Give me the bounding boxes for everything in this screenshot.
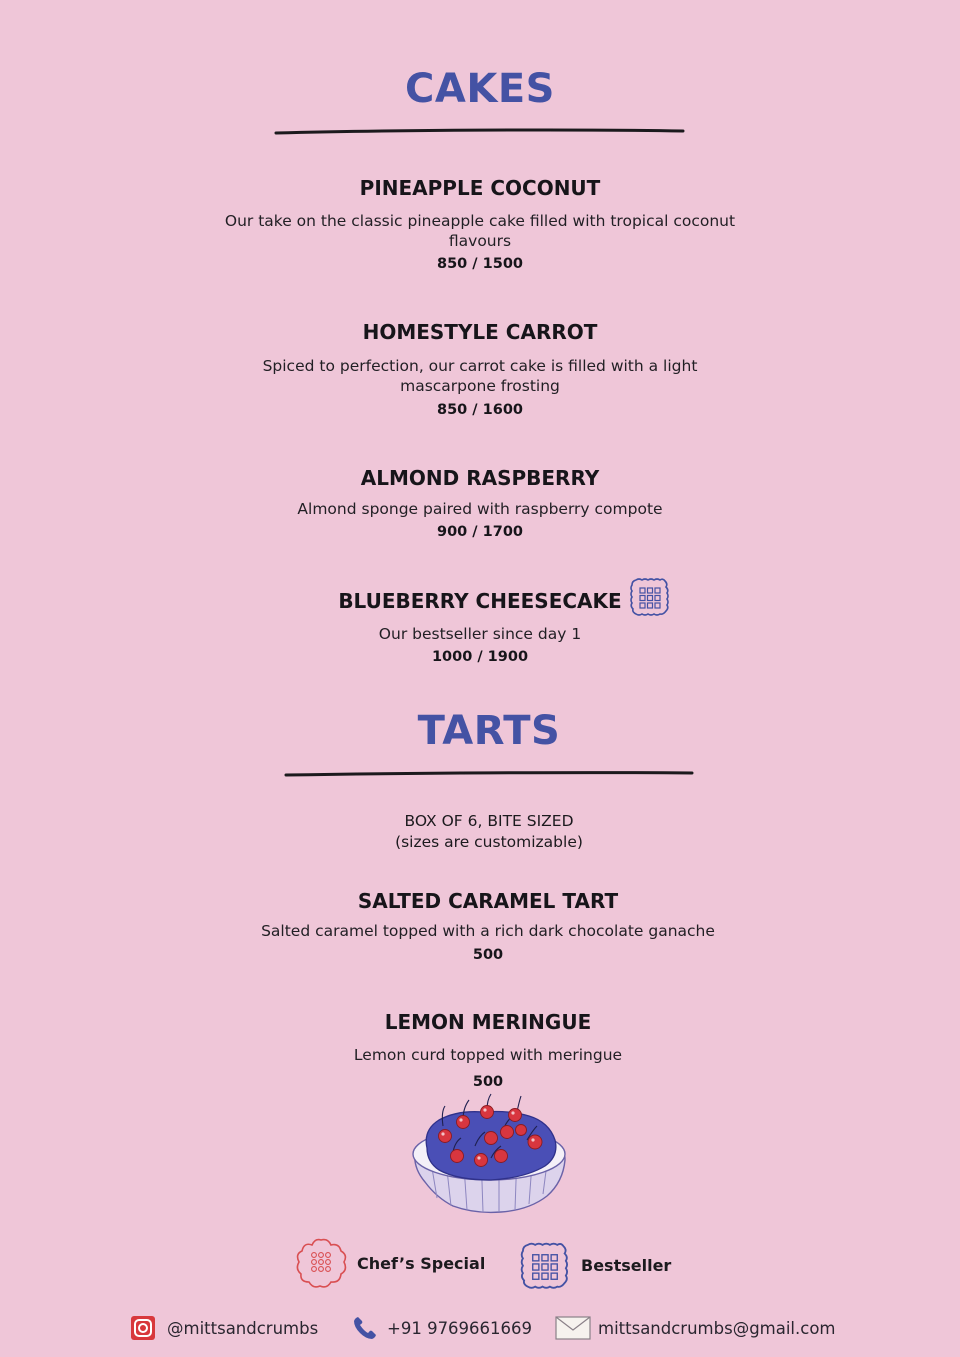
box-note-line: (sizes are customizable) [395,833,583,851]
contact-instagram[interactable] [130,1314,318,1342]
bestseller-waffle-icon [518,1240,572,1294]
desc-line: mascarpone frosting [400,377,560,395]
legend-label-bestseller: Bestseller [581,1256,672,1275]
tarts-section-title: TARTS [417,708,561,754]
item-name-salted-caramel-tart: SALTED CARAMEL TART [357,889,619,913]
cakes-title-underline [270,124,690,140]
tarts-title-underline [280,766,700,782]
item-desc-almond-raspberry: Almond sponge paired with raspberry compote [297,500,663,518]
item-desc-salted-caramel-tart: Salted caramel topped with a rich dark chocolate ganache [261,922,715,940]
bestseller-waffle-icon [628,577,672,619]
email-address[interactable]: mittsandcrumbs@gmail.com [598,1318,836,1338]
phone-icon [352,1315,378,1341]
legend-chef-special [294,1236,484,1290]
cakes-section-title: CAKES [405,66,555,112]
instagram-icon [130,1315,156,1341]
item-desc-lemon-meringue: Lemon curd topped with meringue [353,1046,623,1064]
item-name-blueberry-cheesecake: BLUEBERRY CHEESECAKE [338,589,622,613]
contact-email[interactable] [555,1314,836,1342]
legend-bestseller [518,1240,678,1294]
item-price-almond-raspberry: 900 / 1700 [436,524,524,540]
item-desc-homestyle-carrot [0,356,960,396]
item-price-blueberry-cheesecake: 1000 / 1900 [431,649,529,665]
desc-line: flavours [448,232,512,250]
phone-number[interactable]: +91 9769661669 [387,1318,533,1338]
item-price-salted-caramel-tart: 500 [472,947,504,963]
item-price-homestyle-carrot: 850 / 1600 [436,402,524,418]
legend-label-chef-special: Chef’s Special [357,1254,486,1273]
item-desc-pineapple-coconut [0,211,960,251]
item-name-almond-raspberry: ALMOND RASPBERRY [360,466,600,490]
item-name-lemon-meringue: LEMON MERINGUE [384,1010,592,1034]
item-name-pineapple-coconut: PINEAPPLE COCONUT [359,176,601,200]
item-price-lemon-meringue: 500 [472,1074,504,1090]
instagram-handle[interactable]: @mittsandcrumbs [167,1318,319,1338]
box-note-line: BOX OF 6, BITE SIZED [404,812,574,830]
item-desc-blueberry-cheesecake: Our bestseller since day 1 [378,625,582,643]
mail-icon [555,1315,591,1341]
cherry-tart-illustration [405,1090,571,1220]
desc-line: Our take on the classic pineapple cake filled with tropical coconut [224,212,736,230]
item-name-homestyle-carrot: HOMESTYLE CARROT [362,320,598,344]
contact-phone[interactable] [352,1314,532,1342]
item-price-pineapple-coconut: 850 / 1500 [436,256,524,272]
chef-special-flower-icon [294,1236,348,1290]
desc-line: Spiced to perfection, our carrot cake is filled with a light [262,357,698,375]
tarts-box-note [9,811,960,853]
